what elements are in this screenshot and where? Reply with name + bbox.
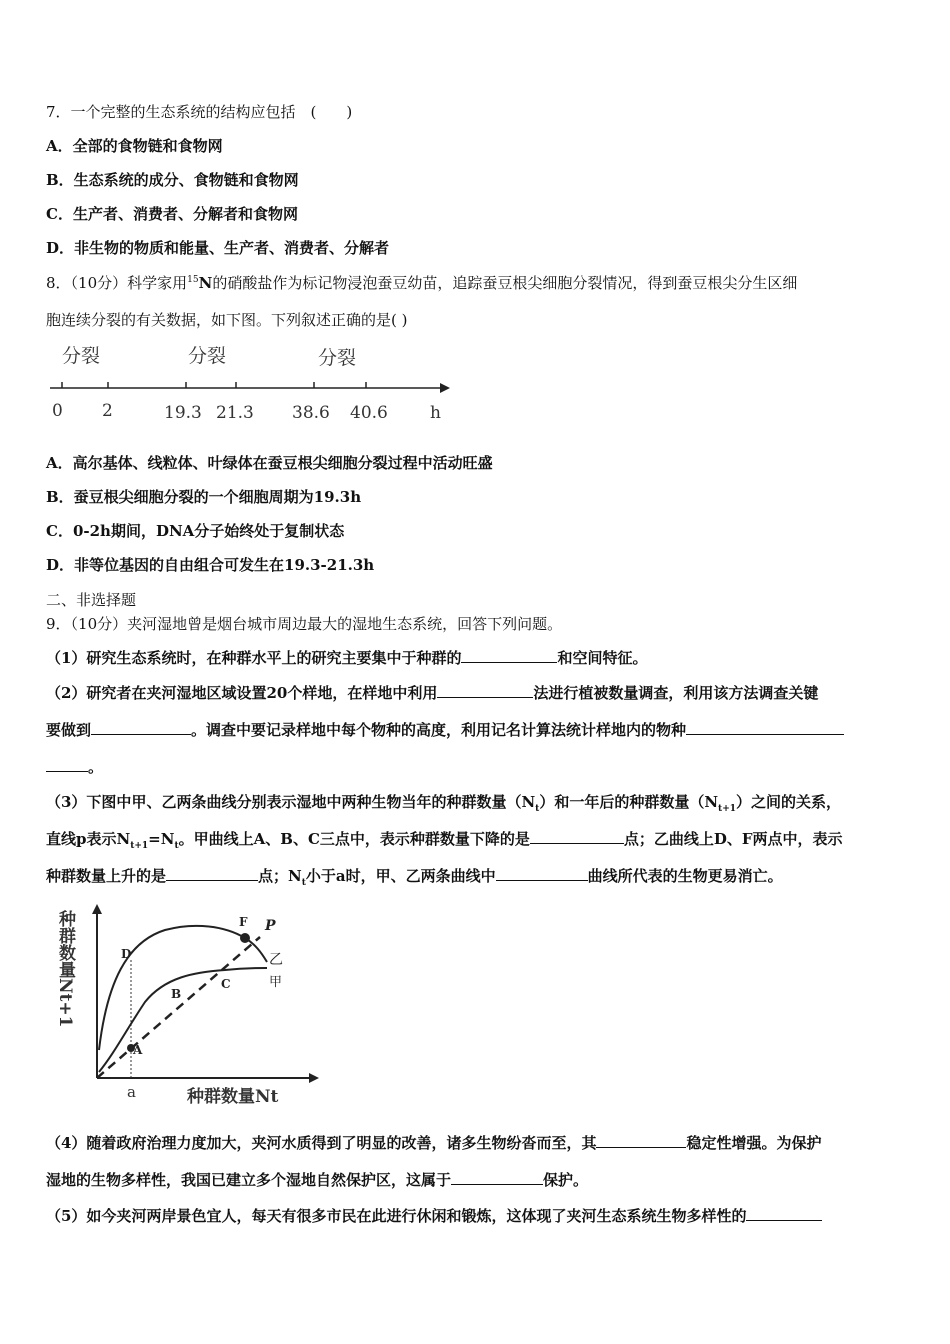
q8-isotope-symbol: N — [198, 274, 213, 292]
line-p-label: P — [265, 918, 276, 934]
q7-option-d: D．非生物的物质和能量、生产者、消费者、分解者 — [46, 239, 390, 257]
timeline-tick-label: 19.3 — [164, 403, 202, 423]
q8-isotope-mass: 15 — [187, 275, 199, 285]
answer-blank[interactable] — [596, 1133, 686, 1148]
timeline-tick-label: 21.3 — [216, 403, 254, 423]
q9-part3-text-k: 曲线所代表的生物更易消亡。 — [587, 867, 783, 885]
q8-number: 8．（10分）科学家用 — [46, 274, 188, 292]
timeline-arrow-icon — [440, 383, 450, 393]
q9-subscript: t+1 — [718, 804, 737, 814]
point-f-marker — [240, 933, 250, 943]
point-label-f: F — [239, 915, 248, 929]
q9-part3-text-e: =N — [148, 830, 175, 848]
q9-part2-text-c: 要做到 — [46, 721, 92, 739]
answer-blank[interactable] — [451, 1170, 543, 1185]
q9-stem: 9．（10分）夹河湿地曾是烟台城市周边最大的湿地生态系统，回答下列问题。 — [46, 615, 563, 633]
q8-option-c: C．0-2h期间，DNA分子始终处于复制状态 — [46, 522, 345, 540]
q9-part4-text-a: （4）随着政府治理力度加大，夹河水质得到了明显的改善，诸多生物纷沓而至，其 — [46, 1134, 597, 1152]
q8-stem-rest: 的硝酸盐作为标记物浸泡蚕豆幼苗，追踪蚕豆根尖细胞分裂情况，得到蚕豆根尖分生区细 — [212, 274, 798, 292]
curve-jia — [99, 968, 267, 1072]
q7-option-b: B．生态系统的成分、食物链和食物网 — [46, 171, 299, 189]
q7-option-c: C．生产者、消费者、分解者和食物网 — [46, 205, 298, 223]
q9-part3-text-b: ）和一年后的种群数量（N — [539, 793, 719, 811]
point-label-a: A — [133, 1043, 143, 1057]
q9-part2-line2 — [46, 720, 844, 740]
timeline-tick-label: 38.6 — [292, 403, 330, 423]
q9-part2-text: （2）研究者在夹河湿地区域设置20个样地，在样地中利用 — [46, 684, 438, 702]
answer-blank[interactable] — [496, 866, 588, 881]
q7-option-a: A．全部的食物链和食物网 — [46, 137, 223, 155]
q9-part4-line1 — [46, 1133, 821, 1153]
q8-option-a: A．高尔基体、线粒体、叶绿体在蚕豆根尖细胞分裂过程中活动旺盛 — [46, 454, 493, 472]
q7-stem: 7．一个完整的生态系统的结构应包括 ( ) — [46, 103, 353, 121]
q9-part2-text-d: 。调查中要记录样地中每个物种的高度，利用记名计算法统计样地内的物种 — [191, 721, 687, 739]
q9-part4-line2 — [46, 1170, 588, 1190]
answer-blank[interactable] — [746, 1206, 822, 1221]
point-label-b: B — [171, 987, 182, 1001]
q9-subscript: t+1 — [130, 841, 149, 851]
timeline-division-label: 分裂 — [188, 345, 227, 367]
q9-part2-text-cont: 法进行植被数量调查，利用该方法调查关键 — [533, 684, 819, 702]
q9-part1-text-end: 和空间特征。 — [557, 649, 648, 667]
q9-part3-text-j: 小于a时，甲、乙两条曲线中 — [305, 867, 496, 885]
answer-blank[interactable] — [166, 866, 258, 881]
q9-part5-text-a: （5）如今夹河两岸景色宜人，每天有很多市民在此进行休闲和锻炼，这体现了夹河生态系统生物多样性的 — [46, 1207, 747, 1225]
y-axis-arrow-icon — [92, 904, 102, 914]
q9-part4-text-c: 湿地的生物多样性，我国已建立多个湿地自然保护区，这属于 — [46, 1171, 452, 1189]
timeline-unit-label: h — [430, 403, 441, 423]
point-label-c: C — [221, 977, 231, 991]
population-graph — [55, 902, 325, 1112]
q9-part3-line3 — [46, 866, 783, 886]
curve-yi — [99, 926, 267, 1050]
q9-part2-line3 — [46, 757, 103, 777]
q9-subscript: t — [535, 804, 540, 814]
q9-part3-text-f: 。甲曲线上A、B、C三点中，表示种群数量下降的是 — [178, 830, 530, 848]
q9-part1-text: （1）研究生态系统时，在种群水平上的研究主要集中于种群的 — [46, 649, 462, 667]
answer-blank[interactable] — [461, 648, 557, 663]
timeline-tick-label: 40.6 — [350, 403, 388, 423]
q9-part4-text-b: 稳定性增强。为保护 — [686, 1134, 822, 1152]
cell-cycle-timeline — [40, 338, 470, 430]
q9-part4-text-d: 保护。 — [543, 1171, 589, 1189]
q8-option-b: B．蚕豆根尖细胞分裂的一个细胞周期为19.3h — [46, 488, 362, 506]
x-axis-label: 种群数量Nt — [187, 1087, 279, 1107]
point-label-d: D — [121, 947, 132, 961]
answer-blank[interactable] — [686, 720, 844, 735]
q9-part3-text-c: ）之间的关系， — [736, 793, 842, 811]
q8-stem-line1 — [46, 273, 797, 293]
timeline-division-label: 分裂 — [62, 345, 101, 367]
answer-blank[interactable] — [437, 683, 533, 698]
answer-blank[interactable] — [530, 829, 624, 844]
q9-subscript: t — [301, 878, 306, 888]
q9-part2-line1 — [46, 683, 818, 703]
answer-blank-cont[interactable] — [46, 757, 88, 772]
q8-stem-line2: 胞连续分裂的有关数据，如下图。下列叙述正确的是( ) — [46, 311, 408, 329]
y-axis-label: 种群数量Nt+1 — [55, 910, 75, 1028]
timeline-tick-label: 0 — [52, 401, 63, 421]
q9-part3-line2 — [46, 829, 843, 849]
q9-part3-text-a: （3）下图中甲、乙两条曲线分别表示湿地中两种生物当年的种群数量（N — [46, 793, 536, 811]
q9-part5-line1 — [46, 1206, 822, 1226]
q9-part3-line1 — [46, 792, 841, 812]
timeline-division-label: 分裂 — [318, 347, 357, 369]
q9-part3-text-i: 点；N — [258, 867, 302, 885]
q8-option-d: D．非等位基因的自由组合可发生在19.3-21.3h — [46, 556, 375, 574]
timeline-tick-label: 2 — [102, 401, 113, 421]
q9-subscript: t — [174, 841, 179, 851]
q9-part3-text-g: 点；乙曲线上D、F两点中，表示 — [623, 830, 843, 848]
curve-label-jia: 甲 — [269, 975, 283, 990]
x-mark-label: a — [127, 1083, 136, 1101]
q9-part3-text-h: 种群数量上升的是 — [46, 867, 167, 885]
q9-part2-text-e: 。 — [88, 758, 104, 776]
section-heading: 二、非选择题 — [46, 591, 137, 609]
answer-blank[interactable] — [91, 720, 191, 735]
q9-part3-text-d: 直线p表示N — [46, 830, 131, 848]
curve-label-yi: 乙 — [269, 952, 283, 968]
q9-part1 — [46, 648, 647, 668]
x-axis-arrow-icon — [309, 1073, 319, 1083]
